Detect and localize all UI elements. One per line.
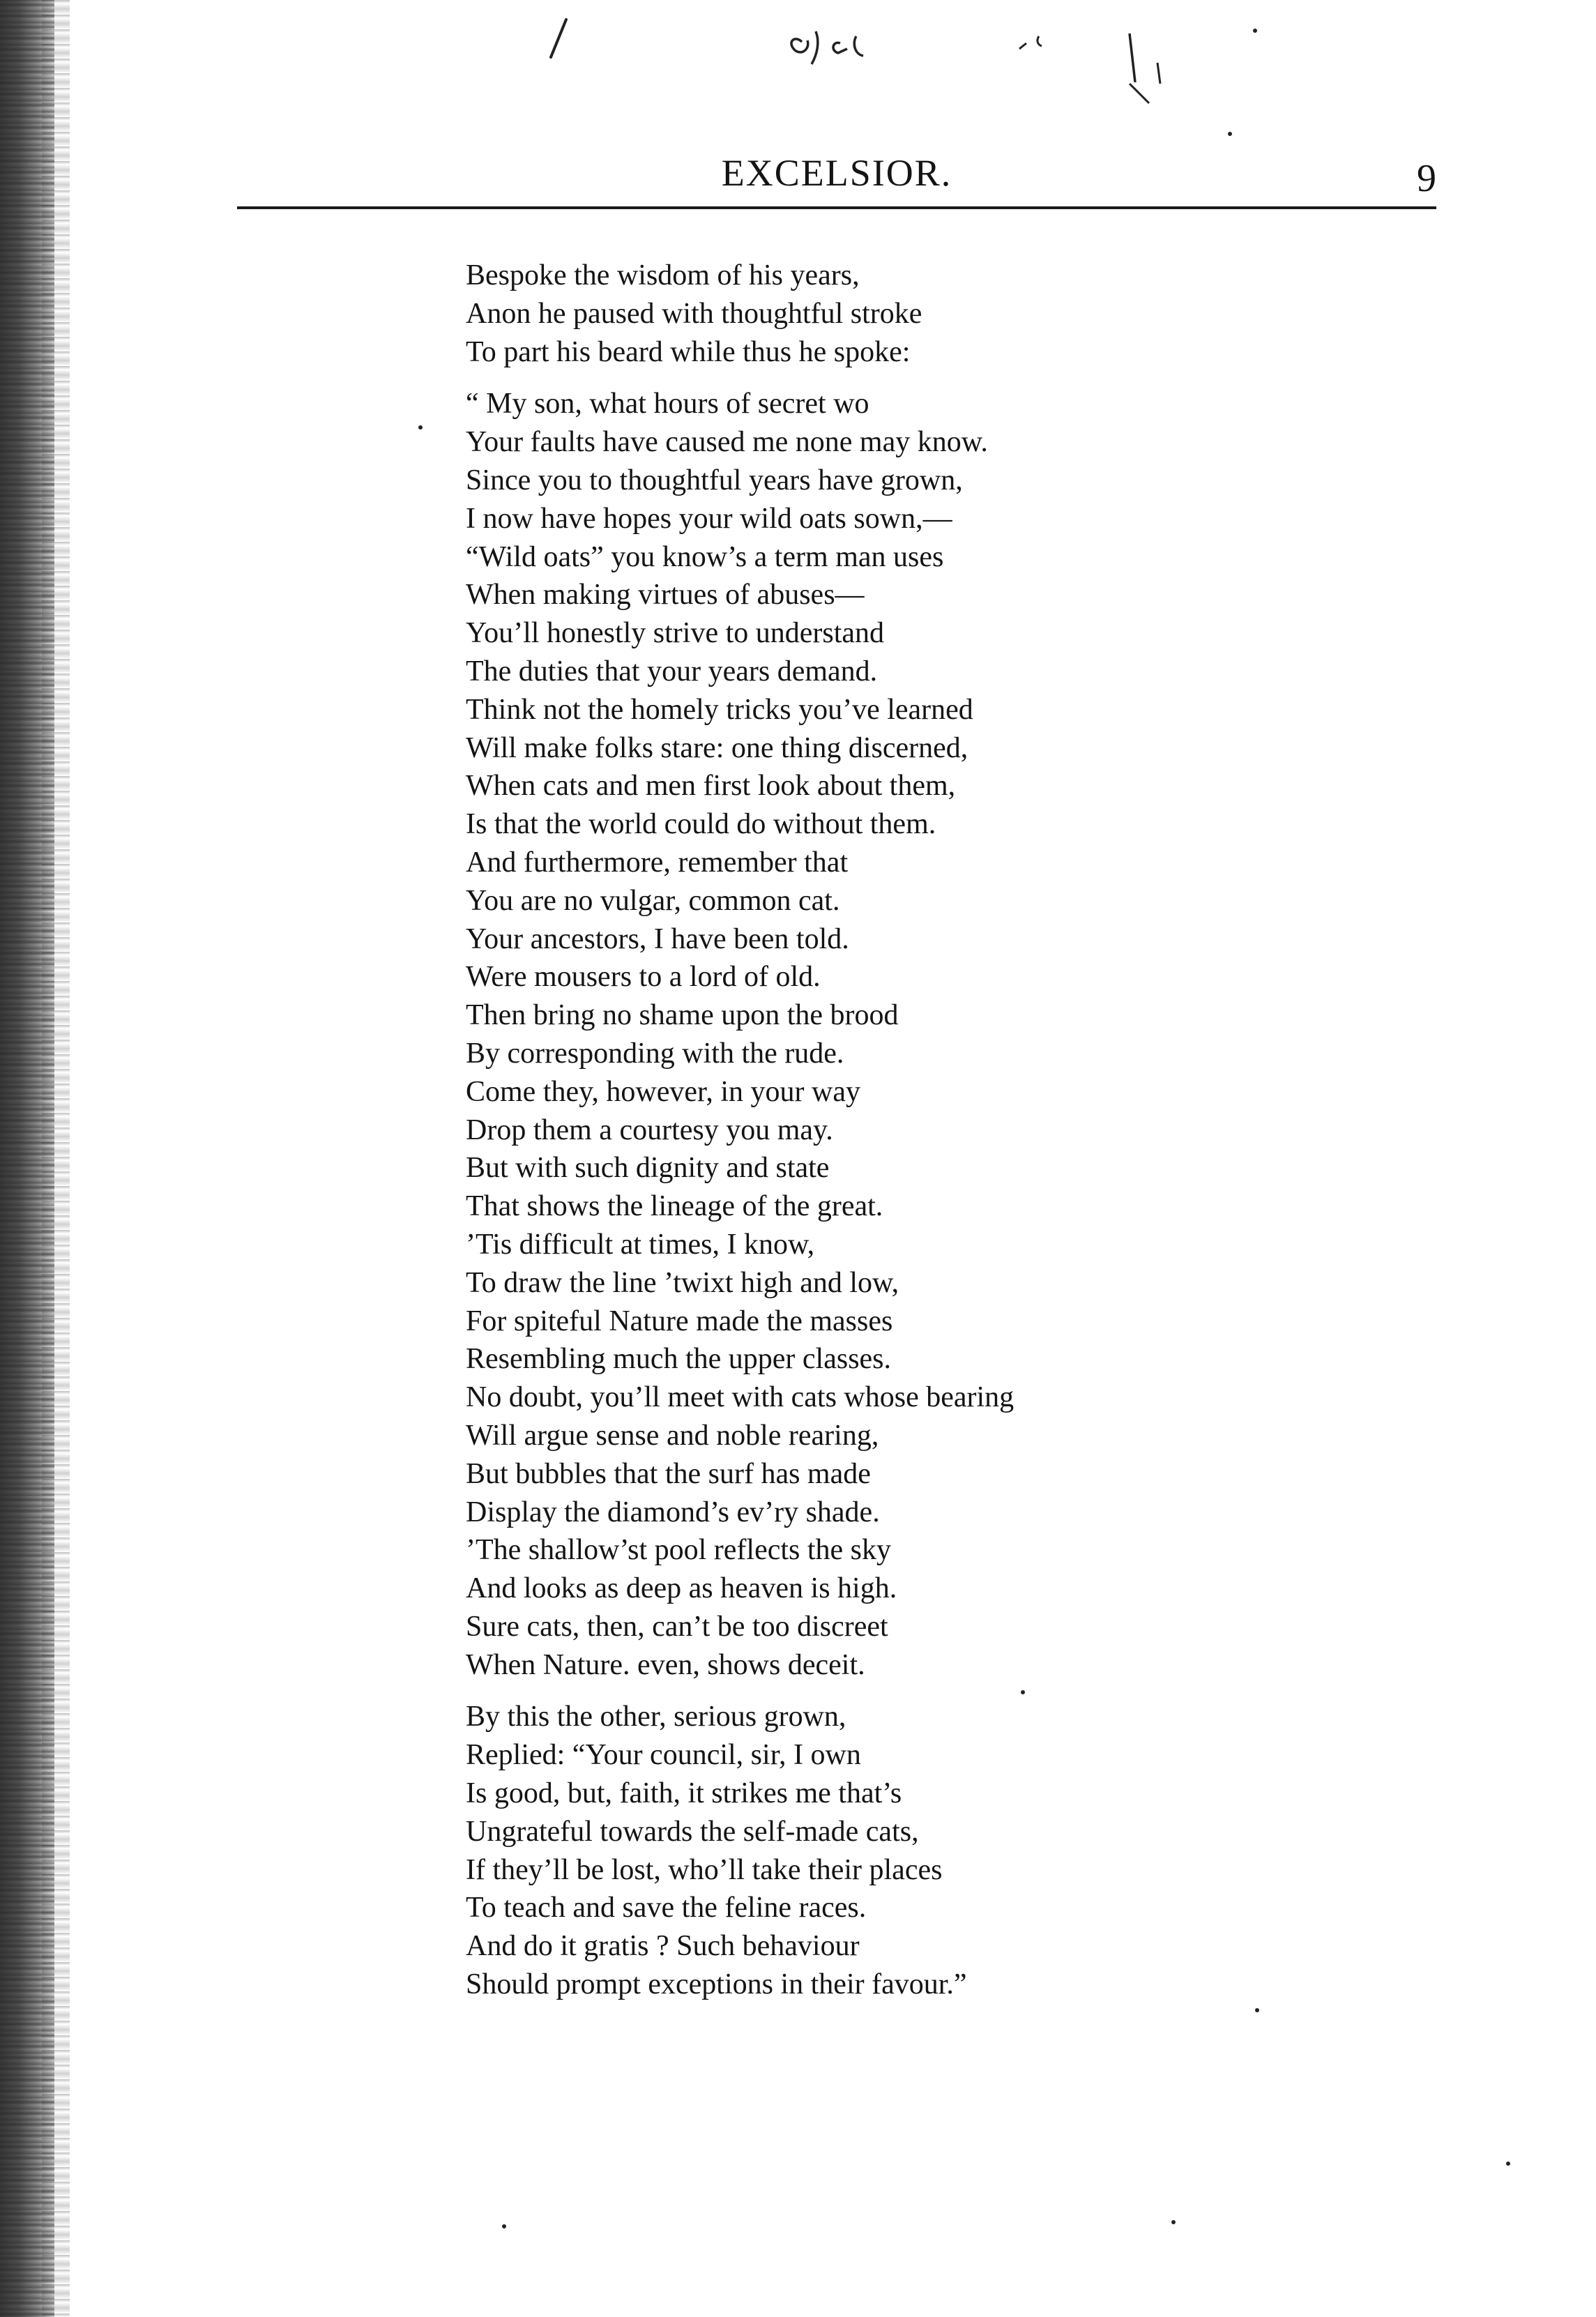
poem-line: Resembling much the upper classes.	[466, 1343, 892, 1376]
poem-line: Anon he paused with thoughtful stroke	[466, 297, 922, 330]
stanza-3	[466, 1698, 1442, 2003]
poem-line: And looks as deep as heaven is high.	[466, 1572, 897, 1605]
poem-line: Then bring no shame upon the brood	[466, 999, 899, 1032]
poem-line: Bespoke the wisdom of his years,	[466, 259, 860, 291]
poem-text	[466, 257, 1442, 2004]
poem-line: Replied: “Your council, sir, I own	[466, 1739, 861, 1772]
ink-speck	[418, 425, 423, 430]
poem-line: Come they, however, in your way	[466, 1075, 860, 1108]
stanza-2	[466, 385, 1442, 1684]
poem-line: No doubt, you’ll meet with cats whose bearing	[466, 1381, 1014, 1414]
poem-line: You’ll honestly strive to understand	[466, 617, 885, 650]
page-number: 9	[1417, 157, 1436, 200]
poem-line: Is that the world could do without them.	[466, 808, 936, 841]
poem-line: But with such dignity and state	[466, 1152, 830, 1185]
poem-line: I now have hopes your wild oats sown,—	[466, 502, 952, 535]
poem-line: ’Tis difficult at times, I know,	[466, 1228, 815, 1261]
poem-line: Ungrateful towards the self-made cats,	[466, 1815, 919, 1848]
poem-line: Your faults have caused me none may know.	[466, 426, 988, 459]
poem-line: When making virtues of abuses—	[466, 579, 865, 611]
poem-line: Will argue sense and noble rearing,	[466, 1419, 879, 1452]
poem-line: When cats and men first look about them,	[466, 770, 956, 803]
poem-line: Think not the homely tricks you’ve learned	[466, 693, 973, 726]
ink-speck	[1506, 2162, 1510, 2166]
header-rule	[237, 206, 1436, 209]
poem-line: That shows the lineage of the great.	[466, 1190, 883, 1223]
poem-line: Drop them a courtesy you may.	[466, 1114, 833, 1146]
poem-line: “Wild oats” you know’s a term man uses	[466, 540, 944, 573]
poem-line: Were mousers to a lord of old.	[466, 961, 821, 994]
poem-line: If they’ll be lost, who’ll take their places	[466, 1853, 943, 1886]
page-header	[237, 146, 1436, 202]
poem-line: ’The shallow’st pool reflects the sky	[466, 1534, 892, 1567]
poem-line: Since you to thoughtful years have grown,	[466, 464, 963, 496]
poem-line: The duties that your years demand.	[466, 655, 878, 687]
poem-line: Is good, but, faith, it strikes me that’s	[466, 1777, 902, 1810]
stanza-1	[466, 257, 1442, 371]
poem-line: When Nature. even, shows deceit.	[466, 1648, 865, 1681]
running-title: EXCELSIOR.	[721, 152, 952, 194]
handwritten-marks	[0, 0, 1596, 167]
poem-line: And furthermore, remember that	[466, 846, 849, 879]
poem-line: Will make folks stare: one thing discerned,	[466, 731, 968, 764]
ink-speck	[1021, 1690, 1025, 1694]
poem-line: Your ancestors, I have been told.	[466, 922, 849, 955]
poem-line: To teach and save the feline races.	[466, 1892, 867, 1924]
poem-line: By corresponding with the rude.	[466, 1037, 844, 1070]
poem-line: Sure cats, then, can’t be too discreet	[466, 1610, 888, 1643]
ink-speck	[502, 2224, 506, 2228]
binding-shadow	[42, 0, 70, 2317]
poem-line: Should prompt exceptions in their favour.”	[466, 1968, 967, 2001]
poem-line: “ My son, what hours of secret wo	[466, 388, 869, 420]
poem-line: For spiteful Nature made the masses	[466, 1305, 893, 1337]
poem-line: By this the other, serious grown,	[466, 1701, 846, 1733]
poem-line: To part his beard while thus he spoke:	[466, 335, 911, 368]
poem-line: And do it gratis ? Such behaviour	[466, 1930, 860, 1963]
ink-speck	[1171, 2220, 1176, 2224]
ink-speck	[1255, 2008, 1259, 2012]
poem-line: Display the diamond’s ev’ry shade.	[466, 1496, 880, 1528]
poem-line: You are no vulgar, common cat.	[466, 884, 840, 917]
poem-line: To draw the line ’twixt high and low,	[466, 1266, 899, 1299]
poem-line: But bubbles that the surf has made	[466, 1457, 871, 1490]
